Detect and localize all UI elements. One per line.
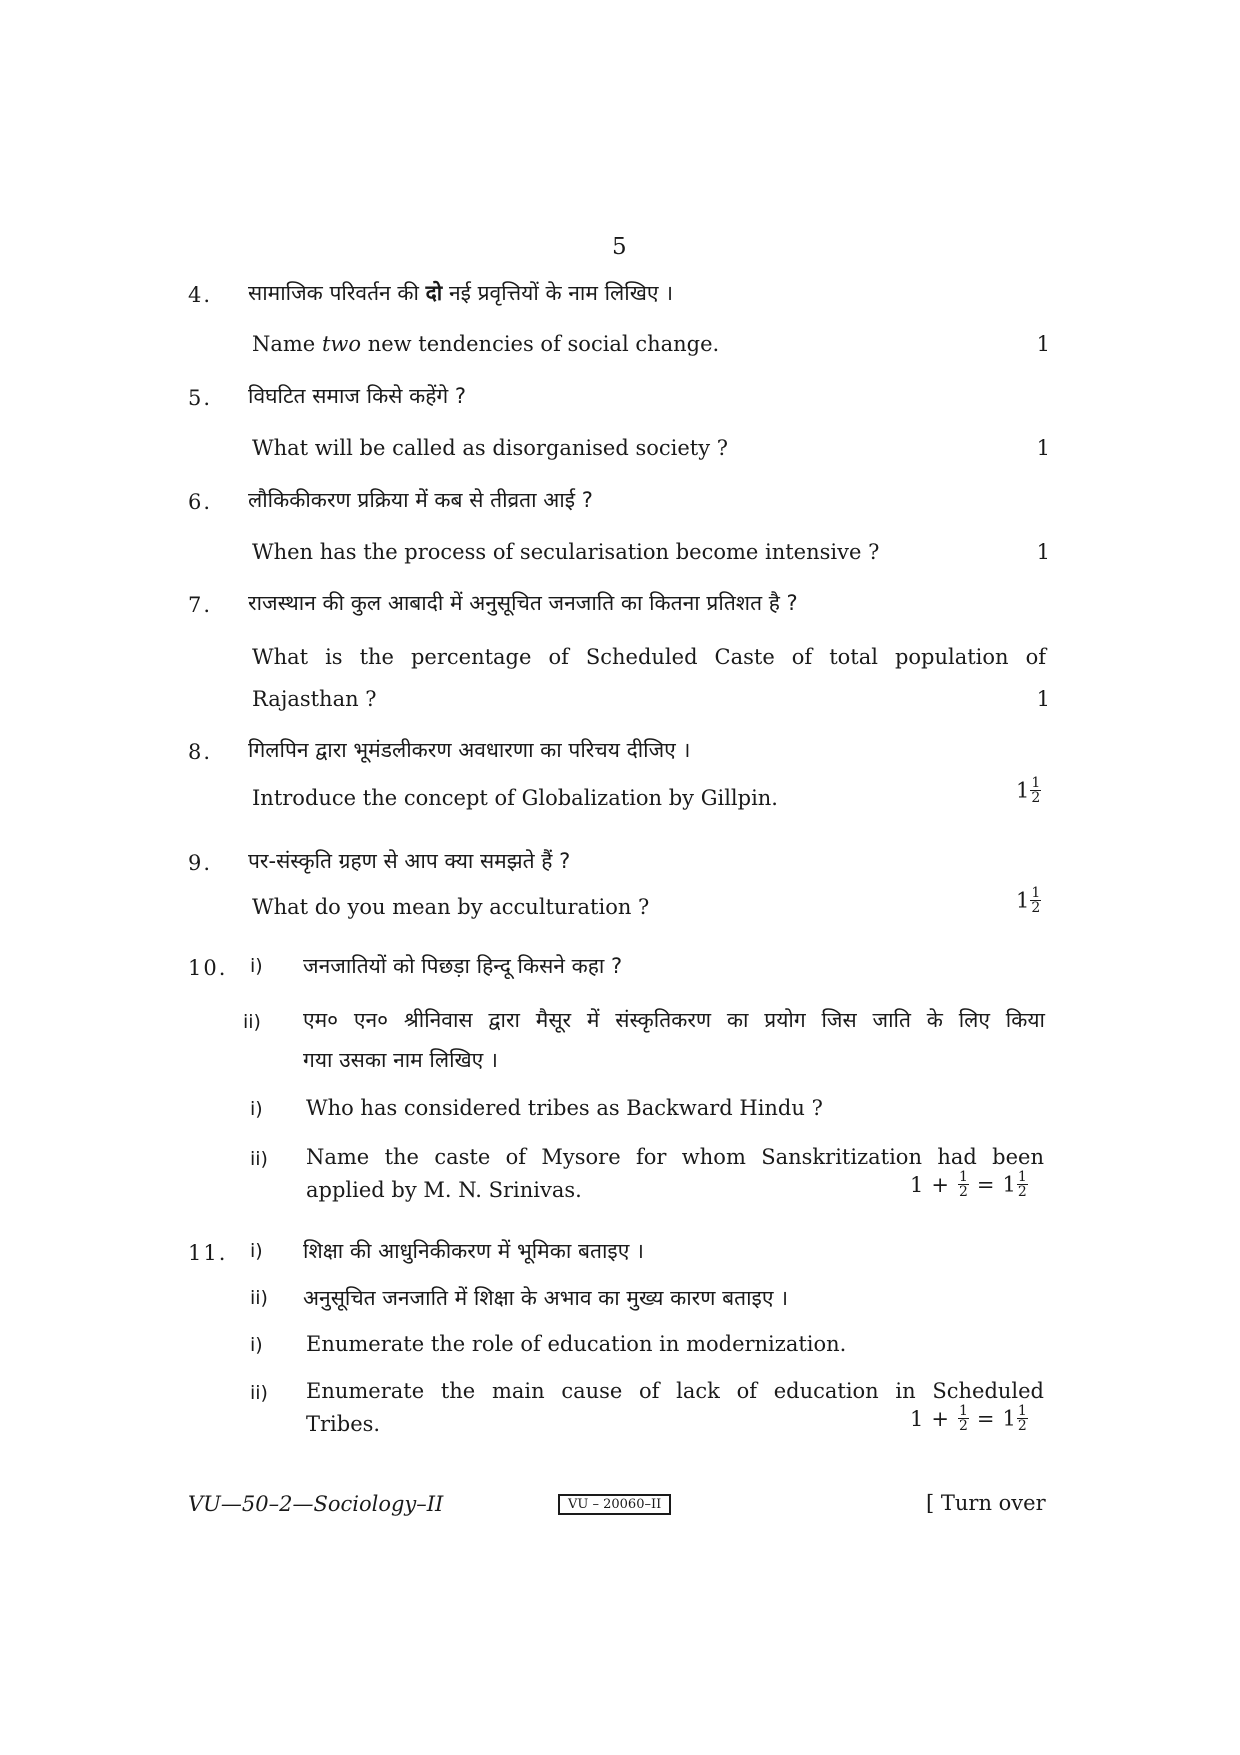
question-10-english-ii-line-1: Name the caste of Mysore for whom Sanskritization had been: [306, 1145, 1044, 1169]
question-10-english-ii-line-2: applied by M. N. Srinivas.: [306, 1178, 582, 1202]
question-10-english-ii-label: ii): [250, 1148, 268, 1170]
question-11-english-i: Enumerate the role of education in modernization.: [306, 1332, 847, 1356]
question-6-number: 6.: [188, 490, 213, 514]
question-8-number: 8.: [188, 740, 213, 764]
question-5-hindi: विघटित समाज किसे कहेंगे ?: [248, 384, 467, 408]
question-7-number: 7.: [188, 593, 213, 617]
question-4-english: Name two new tendencies of social change.: [252, 332, 720, 356]
question-5-number: 5.: [188, 386, 213, 410]
question-8-english: Introduce the concept of Globalization by Gillpin.: [252, 786, 778, 810]
question-4-marks: 1: [1036, 332, 1050, 356]
question-10-hindi-i: जनजातियों को पिछड़ा हिन्दू किसने कहा ?: [303, 954, 623, 978]
question-10-hindi-ii-label: ii): [243, 1011, 261, 1033]
paper-code: VU—50–2—Sociology–II: [188, 1492, 444, 1516]
question-10-english-i: Who has considered tribes as Backward Hindu ?: [306, 1096, 823, 1120]
question-10-hindi-ii-line-1: एम० एन० श्रीनिवास द्वारा मैसूर में संस्कृतिकरण का प्रयोग जिस जाति के लिए किया: [303, 1008, 1045, 1032]
question-9-number: 9.: [188, 851, 213, 875]
page-number: 5: [612, 234, 627, 260]
question-11-english-i-label: i): [250, 1334, 263, 1356]
question-5-english: What will be called as disorganised society ?: [252, 436, 729, 460]
question-10-english-i-label: i): [250, 1098, 263, 1120]
question-6-hindi: लौकिकीकरण प्रक्रिया में कब से तीव्रता आई ?: [248, 488, 593, 512]
question-10-hindi-ii-line-2: गया उसका नाम लिखिए ।: [303, 1048, 498, 1072]
question-7-hindi: राजस्थान की कुल आबादी में अनुसूचित जनजाति का कितना प्रतिशत है ?: [248, 591, 798, 615]
question-11-hindi-i: शिक्षा की आधुनिकीकरण में भूमिका बताइए ।: [303, 1239, 644, 1263]
question-7-marks: 1: [1036, 687, 1050, 711]
question-7-english-line-1: What is the percentage of Scheduled Caste of total population of: [252, 645, 1046, 669]
question-6-marks: 1: [1036, 540, 1050, 564]
question-11-english-ii-line-1: Enumerate the main cause of lack of education in Scheduled: [306, 1379, 1044, 1403]
paper-id-box: VU – 20060–II: [558, 1494, 671, 1515]
question-11-english-ii-label: ii): [250, 1382, 268, 1404]
question-11-hindi-ii: अनुसूचित जनजाति में शिक्षा के अभाव का मुख्य कारण बताइए ।: [303, 1286, 789, 1310]
question-11-number: 11.: [188, 1241, 228, 1265]
question-6-english: When has the process of secularisation become intensive ?: [252, 540, 880, 564]
question-4-hindi: सामाजिक परिवर्तन की दो नई प्रवृत्तियों के नाम लिखिए ।: [248, 281, 674, 305]
question-10-number: 10.: [188, 956, 228, 980]
question-11-hindi-ii-label: ii): [250, 1287, 268, 1309]
question-11-hindi-i-label: i): [250, 1240, 263, 1262]
question-9-english: What do you mean by acculturation ?: [252, 895, 650, 919]
question-9-marks: 1 $\frac{1}{2}$: [1016, 885, 1041, 916]
question-9-hindi: पर-संस्कृति ग्रहण से आप क्या समझते हैं ?: [248, 849, 571, 873]
question-10-marks: 1 + $\frac{1}{2}$ = 1 $\frac{1}{2}$: [910, 1169, 1027, 1200]
question-8-marks: 1 $\frac{1}{2}$: [1016, 775, 1041, 806]
question-11-english-ii-line-2: Tribes.: [306, 1412, 381, 1436]
question-4-number: 4.: [188, 283, 213, 307]
turn-over-note: [ Turn over: [926, 1491, 1046, 1515]
question-5-marks: 1: [1036, 436, 1050, 460]
question-10-hindi-i-label: i): [250, 955, 263, 977]
question-7-english-line-2: Rajasthan ?: [252, 687, 377, 711]
question-8-hindi: गिलपिन द्वारा भूमंडलीकरण अवधारणा का परिचय दीजिए ।: [248, 738, 691, 762]
question-11-marks: 1 + $\frac{1}{2}$ = 1 $\frac{1}{2}$: [910, 1403, 1027, 1434]
